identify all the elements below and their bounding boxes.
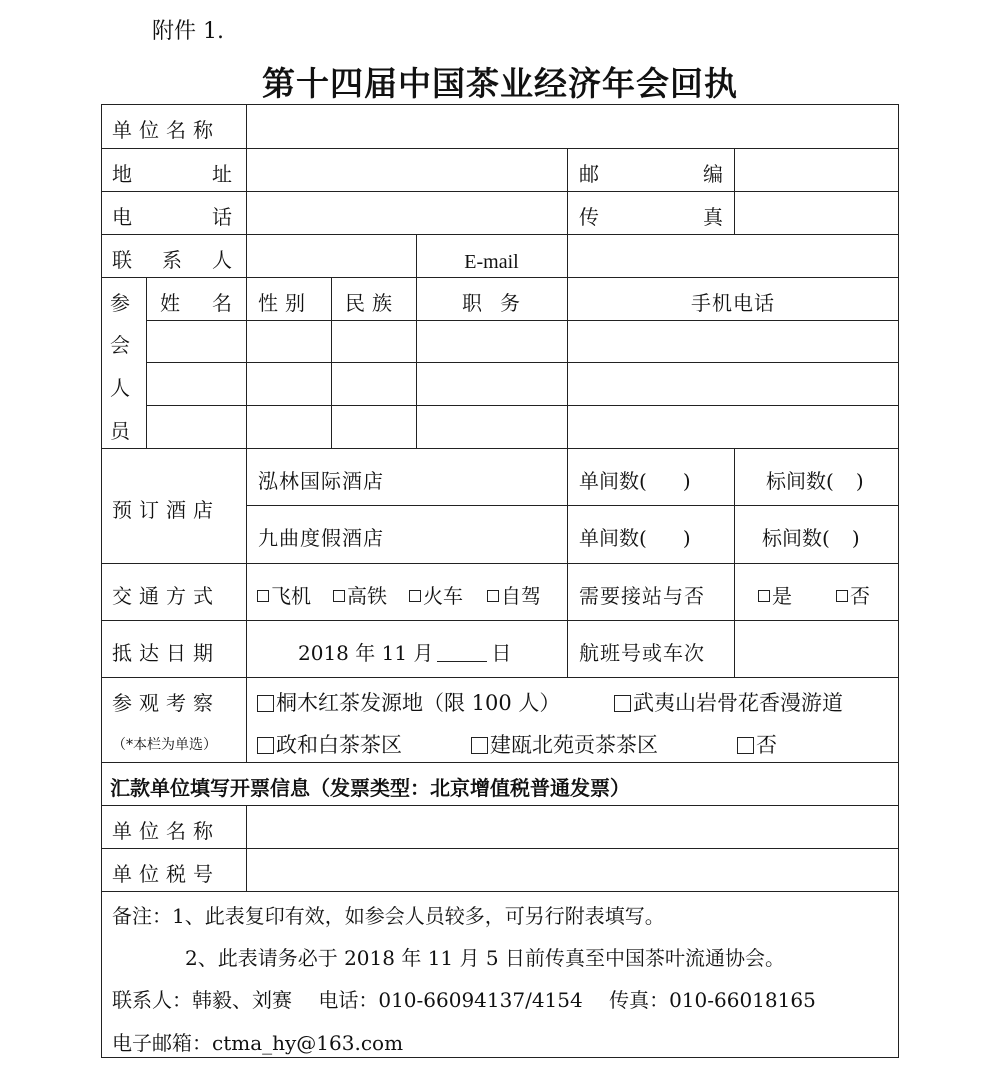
attendees-char: 人 [110,376,130,400]
row-line [101,620,899,621]
row-line [101,148,899,149]
col-line [734,448,735,677]
row-line [146,320,899,321]
row-line [101,677,899,678]
unit-name-label: 单位名称 [112,118,220,142]
row-line [101,563,899,564]
row-line [101,191,899,192]
visit-option-wuyi[interactable]: 武夷山岩骨花香漫游道 [614,693,843,714]
checkbox-icon [836,590,848,602]
postcode-field[interactable] [738,150,895,190]
hotel-name: 泓林国际酒店 [258,469,384,493]
attendee-row[interactable] [148,364,898,404]
visit-note: （*本栏为单选） [112,737,217,753]
contact-label: 联 系 人 [112,248,232,272]
row-line [146,362,899,363]
unit-name-field[interactable] [250,106,895,146]
invoice-unit-name-field[interactable] [250,807,895,847]
hotel-twin-rooms[interactable]: 标间数( ) [762,526,860,550]
checkbox-icon [487,590,499,602]
hotel-single-rooms[interactable]: 单间数( ) [579,526,691,550]
col-line [146,277,147,448]
attendee-row[interactable] [148,407,898,447]
transport-option-drive[interactable]: 自驾 [487,586,541,606]
visit-option-jianou[interactable]: 建瓯北苑贡茶茶区 [471,735,658,756]
pickup-label: 需要接站与否 [579,584,705,608]
note-contact-line: 联系人：韩毅、刘赛 电话：010-66094137/4154 传真：010-66018165 [112,988,816,1012]
note-line-2: 2、此表请务必于 2018 年 11 月 5 日前传真至中国茶叶流通协会。 [185,946,785,970]
checkbox-icon [333,590,345,602]
visit-option-zhenghe[interactable]: 政和白茶茶区 [257,735,402,756]
invoice-unit-name-label: 单位名称 [112,819,220,843]
fax-field[interactable] [738,193,895,233]
position-header: 职 务 [462,291,520,315]
pickup-option-no[interactable]: 否 [836,586,870,606]
checkbox-icon [758,590,770,602]
ethnicity-header: 民族 [345,291,399,315]
checkbox-icon [737,737,754,754]
hotel-name: 九曲度假酒店 [258,526,384,550]
attendees-char: 员 [110,419,130,443]
checkbox-icon [614,695,631,712]
row-line [246,505,899,506]
checkbox-icon [257,695,274,712]
invoice-header: 汇款单位填写开票信息（发票类型：北京增值税普通发票） [110,776,630,800]
note-line-1: 备注：1、此表复印有效，如参会人员较多，可另行附表填写。 [112,904,665,928]
row-line [101,277,899,278]
email-field[interactable] [571,236,895,276]
transport-label: 交通方式 [112,584,220,608]
postcode-label: 邮 编 [579,162,723,186]
phone-field[interactable] [250,193,564,233]
hotel-twin-rooms[interactable]: 标间数( ) [766,469,864,493]
visit-label: 参观考察 [112,691,220,715]
mobile-header: 手机电话 [691,291,775,315]
address-field[interactable] [250,150,564,190]
tax-number-field[interactable] [250,850,895,890]
transport-option-plane[interactable]: 飞机 [257,586,311,606]
arrival-date[interactable]: 2018 年 11 月 日 [298,641,512,665]
transport-option-highspeed[interactable]: 高铁 [333,586,387,606]
form-title: 第十四届中国茶业经济年会回执 [262,64,738,103]
row-line [101,762,899,763]
attendees-char: 参 [110,291,130,315]
name-header: 姓 名 [160,291,232,315]
tax-number-label: 单位税号 [112,862,220,886]
transport-option-train[interactable]: 火车 [409,586,463,606]
visit-option-tongmu[interactable]: 桐木红茶发源地（限 100 人） [257,693,560,714]
checkbox-icon [257,590,269,602]
checkbox-icon [471,737,488,754]
col-line [734,148,735,234]
gender-header: 性别 [258,291,312,315]
fax-label: 传 真 [579,205,723,229]
note-email-line: 电子邮箱：ctma_hy@163.com [112,1031,404,1055]
row-line [101,891,899,892]
hotel-single-rooms[interactable]: 单间数( ) [579,469,691,493]
attendee-row[interactable] [148,322,898,361]
visit-option-none[interactable]: 否 [737,735,777,756]
pickup-option-yes[interactable]: 是 [758,586,792,606]
col-line [567,148,568,234]
row-line [101,848,899,849]
attachment-label: 附件 1. [152,19,224,44]
row-line [101,805,899,806]
row-line [101,448,899,449]
attendees-char: 会 [110,333,130,357]
phone-label: 电 话 [112,205,232,229]
col-line [246,805,247,891]
checkbox-icon [409,590,421,602]
row-line [101,234,899,235]
hotel-label: 预订酒店 [112,498,220,522]
day-blank[interactable] [437,645,487,662]
email-label: E-mail [464,251,519,273]
address-label: 地 址 [112,162,232,186]
arrival-label: 抵达日期 [112,641,220,665]
col-line [567,448,568,677]
checkbox-icon [257,737,274,754]
flight-field[interactable] [738,622,895,675]
flight-label: 航班号或车次 [579,641,705,665]
contact-field[interactable] [250,236,413,276]
row-line [146,405,899,406]
